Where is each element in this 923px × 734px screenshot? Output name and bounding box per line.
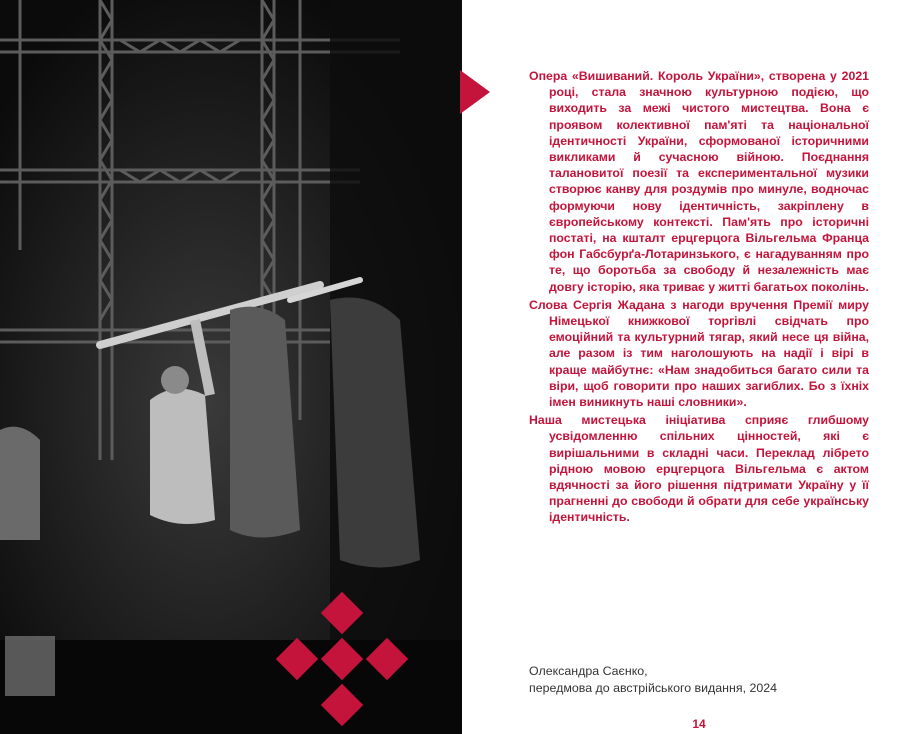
diamond-center — [321, 638, 363, 680]
paragraph-2: Слова Сергія Жадана з нагоди вручення Премії миру Німецької книжкової торгівлі свідчать про емоційний та культурний тягар, який несе ця війна, але разом із тим наголошують на надії і вірі в краще майбутнє: «Нам знадобиться багато сили та віри, щоб говорити про наших загиблих. Бо з їхніх імен виникнуть наші словники». — [529, 297, 869, 410]
attribution — [529, 663, 859, 696]
diamond-top — [321, 592, 363, 634]
ornament-diamonds — [272, 588, 412, 734]
article-body — [529, 68, 869, 528]
paragraph-3: Наша мистецька ініціатива сприяє глибшому усвідомленню спільних цінностей, які є вирішальними в складні часи. Переклад лібрето рідною мовою ерцгерцога Вільгельма є актом вдячності за його рішення підтримати Україну у її прагненні до свободи й обрати для себе українську ідентичність. — [529, 413, 869, 525]
red-pointer-triangle — [460, 70, 490, 114]
diamond-right — [366, 638, 408, 680]
diamond-left — [276, 638, 318, 680]
author-name: Олександра Саєнко, — [529, 664, 648, 678]
author-source: передмова до австрійського видання, 2024 — [529, 680, 778, 695]
diamond-bottom — [321, 684, 363, 726]
page-number: 14 — [692, 717, 706, 731]
paragraph-1: Опера «Вишиваний. Король України», створена у 2021 році, стала значною культурною подією, що виходить за межі чистого мистецтва. Вона є проявом колективної пам'яті та національної ідентичності України, сформованої історичними викликами й сучасною війною. Поєднання талановитої поезії та експериментальної музики створює канву для роздумів про минуле, водночас формуючи нову ідентичність, закріплену в європейському контексті. Пам'ять про історичні постаті, на кшталт ерцгерцога Вільгельма Франца фон Габсбурґа-Лотаринзького, є нагадуванням про те, що боротьба за свободу й незалежність має довгу історію, яка триває у житті багатьох поколінь. — [529, 69, 869, 294]
